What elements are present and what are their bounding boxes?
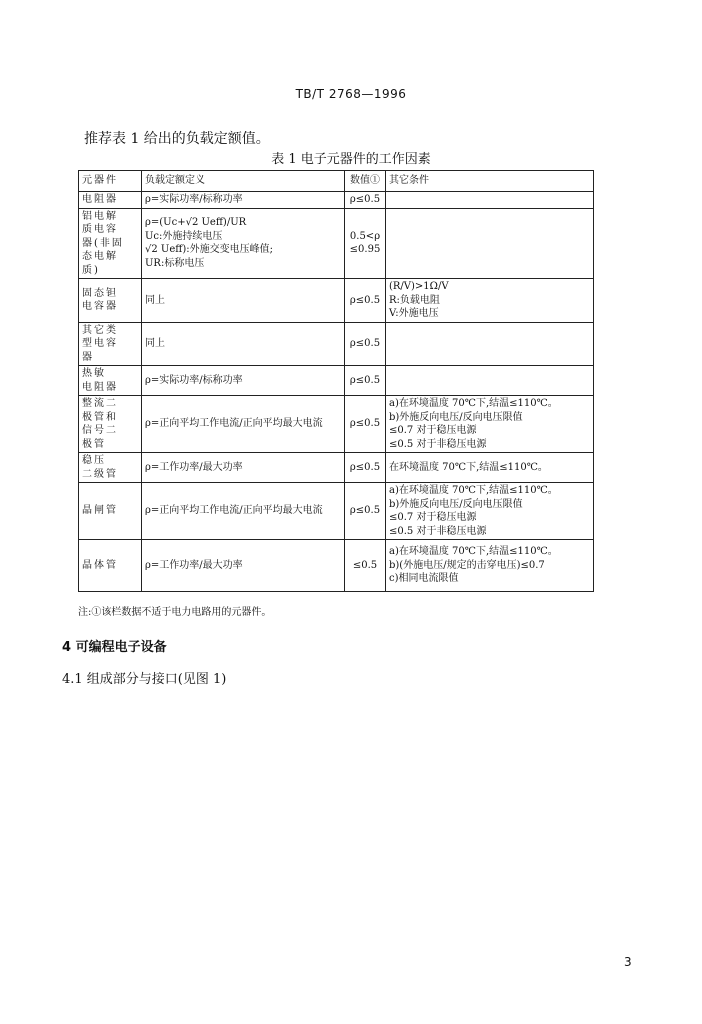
intro-paragraph: 推荐表 1 给出的负载定额值。 bbox=[84, 131, 270, 147]
document-number-header: TB/T 2768—1996 bbox=[295, 87, 407, 101]
cell-conditions bbox=[386, 483, 594, 540]
value-line: ρ≤0.5 bbox=[349, 338, 381, 349]
conditions-line: ≤0.7 对于稳压电源 bbox=[389, 425, 477, 436]
cell-conditions bbox=[386, 279, 594, 323]
cell-component bbox=[79, 192, 142, 209]
conditions-line: a)在环境温度 70℃下,结温≤110℃。 bbox=[389, 485, 558, 496]
cell-conditions bbox=[386, 453, 594, 483]
component-line: 热敏 bbox=[82, 368, 106, 379]
value-line: ≤0.95 bbox=[349, 244, 381, 256]
component-line: 信号二 bbox=[82, 425, 118, 436]
component-line: 整流二 bbox=[82, 398, 118, 409]
definition-line: ρ=工作功率/最大功率 bbox=[145, 559, 243, 571]
section-heading-4-1: 4.1 组成部分与接口(见图 1) bbox=[62, 672, 227, 687]
conditions-line: b)外施反向电压/反向电压限值 bbox=[389, 411, 523, 423]
cell-conditions bbox=[386, 322, 594, 366]
column-header-value: 数值① bbox=[345, 171, 386, 192]
table-row bbox=[79, 453, 594, 483]
component-line: 电阻器 bbox=[82, 194, 118, 205]
cell-component bbox=[79, 208, 142, 279]
table-row bbox=[79, 540, 594, 592]
component-line: 极管 bbox=[82, 438, 106, 450]
cell-value bbox=[345, 322, 386, 366]
cell-value bbox=[345, 483, 386, 540]
cell-component bbox=[79, 540, 142, 592]
conditions-line: a)在环境温度 70℃下,结温≤110℃。 bbox=[389, 398, 558, 409]
component-line: 态电解 bbox=[82, 251, 118, 262]
component-line: 极管和 bbox=[82, 411, 118, 423]
cell-value bbox=[345, 540, 386, 592]
value-line: ρ≤0.5 bbox=[349, 418, 381, 430]
cell-conditions bbox=[386, 366, 594, 396]
component-line: 电容器 bbox=[82, 301, 118, 313]
work-factor-table bbox=[78, 170, 594, 592]
component-line: 铝电解 bbox=[82, 210, 118, 222]
conditions-line: (R/V)>1Ω/V bbox=[389, 281, 449, 292]
value-line: ρ≤0.5 bbox=[349, 294, 381, 306]
cell-component bbox=[79, 366, 142, 396]
cell-component bbox=[79, 396, 142, 453]
table-row bbox=[79, 192, 594, 209]
cell-conditions bbox=[386, 396, 594, 453]
definition-line: Uc:外施持续电压 bbox=[145, 230, 223, 242]
table-body bbox=[79, 192, 594, 592]
column-header-component: 元器件 bbox=[79, 171, 142, 192]
component-line: 二级管 bbox=[82, 468, 118, 480]
definition-line: 同上 bbox=[145, 294, 165, 306]
cell-definition bbox=[142, 322, 345, 366]
cell-definition bbox=[142, 366, 345, 396]
conditions-line: 在环境温度 70℃下,结温≤110℃。 bbox=[389, 461, 548, 473]
component-line: 晶体管 bbox=[82, 559, 118, 571]
table-row bbox=[79, 279, 594, 323]
column-header-conditions: 其它条件 bbox=[386, 171, 594, 192]
component-line: 质电容 bbox=[82, 224, 118, 235]
conditions-line: b)(外施电压/规定的击穿电压)≤0.7 bbox=[389, 559, 545, 571]
cell-definition bbox=[142, 279, 345, 323]
table-header-row bbox=[79, 171, 594, 192]
table-row bbox=[79, 208, 594, 279]
conditions-line: a)在环境温度 70℃下,结温≤110℃。 bbox=[389, 546, 558, 558]
cell-component bbox=[79, 322, 142, 366]
component-line: 其它类 bbox=[82, 324, 118, 336]
definition-line: UR:标称电压 bbox=[145, 257, 205, 269]
component-line: 固态钽 bbox=[82, 287, 118, 299]
cell-definition bbox=[142, 453, 345, 483]
component-line: 质) bbox=[82, 264, 100, 276]
cell-value bbox=[345, 366, 386, 396]
value-line: ρ≤0.5 bbox=[349, 461, 381, 473]
value-line: ρ≤0.5 bbox=[349, 505, 381, 517]
conditions-line: ≤0.5 对于非稳压电源 bbox=[389, 525, 487, 537]
conditions-line: R:负载电阻 bbox=[389, 294, 440, 306]
cell-definition bbox=[142, 192, 345, 209]
definition-line: ρ=实际功率/标称功率 bbox=[145, 194, 243, 205]
cell-conditions bbox=[386, 540, 594, 592]
value-line: ≤0.5 bbox=[352, 559, 378, 571]
conditions-line: ≤0.7 对于稳压电源 bbox=[389, 512, 477, 523]
component-line: 器(非固 bbox=[82, 237, 124, 249]
table-footnote: 注:①该栏数据不适于电力电路用的元器件。 bbox=[78, 607, 272, 618]
cell-value bbox=[345, 396, 386, 453]
cell-definition bbox=[142, 396, 345, 453]
definition-line: ρ=正向平均工作电流/正向平均最大电流 bbox=[145, 505, 323, 517]
cell-value bbox=[345, 453, 386, 483]
conditions-line: V:外施电压 bbox=[389, 308, 439, 319]
definition-line: 同上 bbox=[145, 338, 165, 349]
definition-line: ρ=实际功率/标称功率 bbox=[145, 374, 243, 386]
cell-value bbox=[345, 208, 386, 279]
conditions-line: c)相同电流限值 bbox=[389, 573, 459, 585]
cell-component bbox=[79, 483, 142, 540]
table-row bbox=[79, 483, 594, 540]
component-line: 器 bbox=[82, 351, 94, 363]
definition-line: ρ=工作功率/最大功率 bbox=[145, 461, 243, 473]
value-line: 0.5<ρ bbox=[349, 230, 381, 242]
value-line: ρ≤0.5 bbox=[349, 374, 381, 386]
value-line: ρ≤0.5 bbox=[349, 194, 381, 205]
cell-value bbox=[345, 279, 386, 323]
cell-definition bbox=[142, 208, 345, 279]
cell-component bbox=[79, 453, 142, 483]
definition-line: ρ=(Uc+√2 Ueff)/UR bbox=[145, 217, 247, 229]
definition-line: ρ=正向平均工作电流/正向平均最大电流 bbox=[145, 418, 323, 430]
cell-conditions bbox=[386, 208, 594, 279]
table-row bbox=[79, 322, 594, 366]
component-line: 稳压 bbox=[82, 455, 106, 466]
cell-component bbox=[79, 279, 142, 323]
table-row bbox=[79, 396, 594, 453]
cell-value bbox=[345, 192, 386, 209]
column-header-definition: 负载定额定义 bbox=[142, 171, 345, 192]
cell-definition bbox=[142, 540, 345, 592]
conditions-line: ≤0.5 对于非稳压电源 bbox=[389, 438, 487, 450]
component-line: 电阻器 bbox=[82, 381, 118, 393]
table-caption: 表 1 电子元器件的工作因素 bbox=[271, 152, 431, 167]
table-row bbox=[79, 366, 594, 396]
cell-conditions bbox=[386, 192, 594, 209]
section-heading-4: 4 可编程电子设备 bbox=[62, 640, 167, 655]
component-line: 晶闸管 bbox=[82, 505, 118, 517]
page-number: 3 bbox=[624, 955, 632, 969]
conditions-line: b)外施反向电压/反向电压限值 bbox=[389, 498, 523, 510]
cell-definition bbox=[142, 483, 345, 540]
component-line: 型电容 bbox=[82, 338, 118, 349]
definition-line: √2 Ueff):外施交变电压峰值; bbox=[145, 244, 274, 256]
